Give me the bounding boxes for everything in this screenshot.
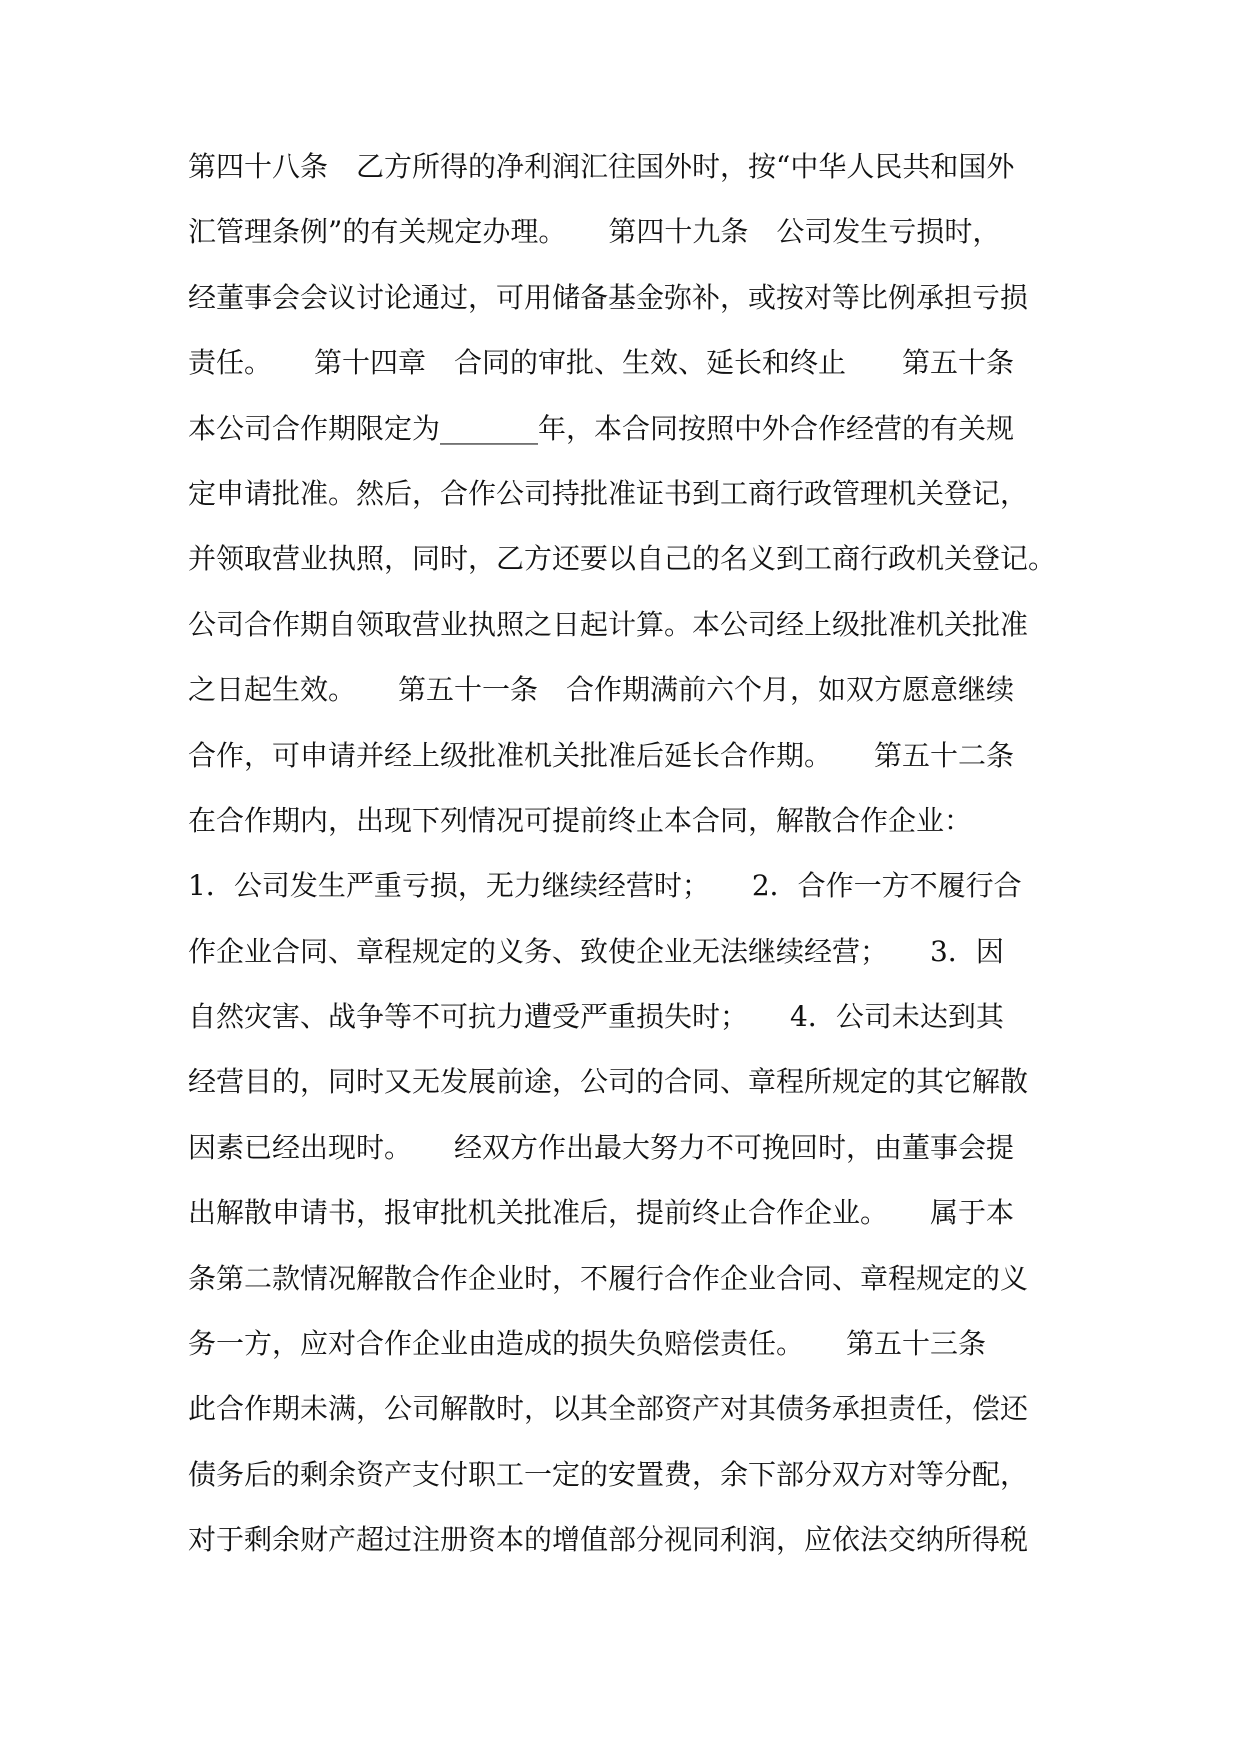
text-line-20: 此合作期未满，公司解散时，以其全部资产对其债务承担责任，偿还: [188, 1392, 1029, 1426]
text-line-8: 公司合作期自领取营业执照之日起计算。本公司经上级批准机关批准: [188, 607, 1029, 641]
text-line-10: 合作，可申请并经上级批准机关批准后延长合作期。 第五十二条: [188, 738, 1015, 772]
text-line-7: 并领取营业执照，同时，乙方还要以自己的名义到工商行政机关登记。: [188, 542, 1057, 576]
text-line-6: 定申请批准。然后，合作公司持批准证书到工商行政管理机关登记，: [188, 476, 1029, 510]
contract-text-body: [188, 134, 1068, 1573]
text-line-11: 在合作期内，出现下列情况可提前终止本合同，解散合作企业：: [188, 803, 973, 837]
text-line-13: 作企业合同、章程规定的义务、致使企业无法继续经营； 3．因: [188, 934, 1004, 968]
text-line-1: 第四十八条 乙方所得的净利润汇往国外时，按“中华人民共和国外: [188, 150, 1015, 183]
text-line-12: 1．公司发生严重亏损，无力继续经营时； 2．合作一方不履行合: [188, 869, 1022, 903]
text-line-3: 经董事会会议讨论通过，可用储备基金弥补，或按对等比例承担亏损: [188, 280, 1029, 314]
text-line-21: 债务后的剩余资产支付职工一定的安置费，余下部分双方对等分配，: [188, 1457, 1029, 1491]
text-line-2: 汇管理条例”的有关规定办理。 第四十九条 公司发生亏损时，: [188, 215, 1001, 249]
text-line-15: 经营目的，同时又无发展前途，公司的合同、章程所规定的其它解散: [188, 1065, 1029, 1099]
text-line-16: 因素已经出现时。 经双方作出最大努力不可挽回时，由董事会提: [188, 1130, 1015, 1164]
text-line-14: 自然灾害、战争等不可抗力遭受严重损失时； 4．公司未达到其: [188, 1000, 1004, 1034]
text-line-4: 责任。 第十四章 合同的审批、生效、延长和终止 第五十条: [188, 346, 1015, 380]
text-line-18: 条第二款情况解散合作企业时，不履行合作企业合同、章程规定的义: [188, 1261, 1029, 1295]
text-line-17: 出解散申请书，报审批机关批准后，提前终止合作企业。 属于本: [188, 1196, 1015, 1230]
text-line-22: 对于剩余财产超过注册资本的增值部分视同利润，应依法交纳所得税: [188, 1523, 1029, 1557]
text-line-19: 务一方，应对合作企业由造成的损失负赔偿责任。 第五十三条: [188, 1327, 987, 1361]
text-line-9: 之日起生效。 第五十一条 合作期满前六个月，如双方愿意继续: [188, 673, 1015, 707]
text-line-5: 本公司合作期限定为_______年，本合同按照中外合作经营的有关规: [188, 411, 1015, 445]
